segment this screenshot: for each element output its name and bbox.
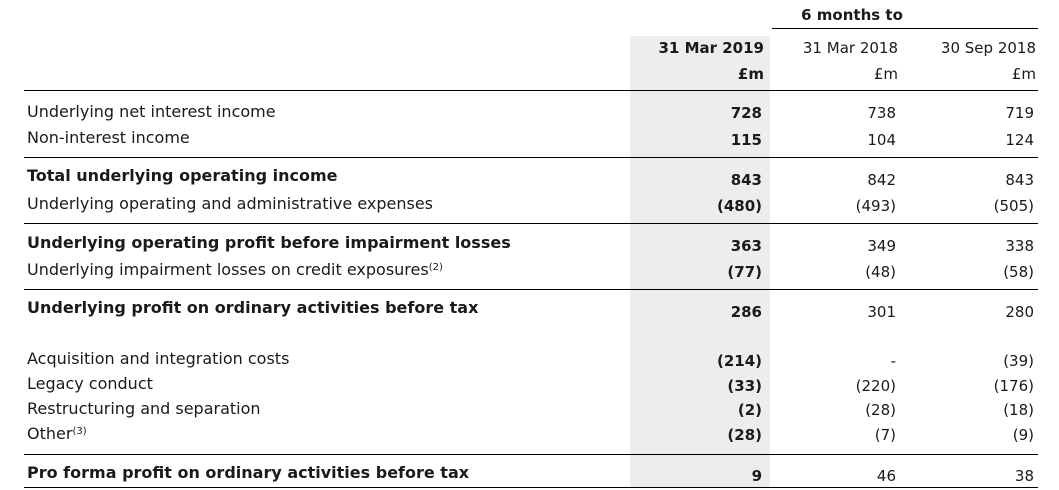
header-separator xyxy=(24,90,1038,91)
row-value: (48) xyxy=(865,263,896,281)
row-label-text: Other xyxy=(27,424,73,443)
row-value: 843 xyxy=(730,171,762,189)
row-value: 115 xyxy=(730,131,762,149)
row-value: (2) xyxy=(737,401,762,419)
row-value: (493) xyxy=(855,197,896,215)
row-value: 124 xyxy=(1005,131,1034,149)
row-value: 301 xyxy=(867,303,896,321)
row-value: (77) xyxy=(727,263,762,281)
row-label: Underlying operating profit before impairment losses xyxy=(27,233,511,252)
row-value: (28) xyxy=(727,426,762,444)
row-value: 338 xyxy=(1005,237,1034,255)
row-label: Restructuring and separation xyxy=(27,399,261,418)
table-bottom-border xyxy=(24,487,1038,488)
row-value: (33) xyxy=(727,377,762,395)
row-label xyxy=(27,260,443,279)
period-title-underline xyxy=(772,28,1038,29)
column-header-unit-1: £m xyxy=(737,65,764,83)
row-value: (18) xyxy=(1003,401,1034,419)
row-label: Non-interest income xyxy=(27,128,190,147)
footnote-marker: (2) xyxy=(428,262,443,273)
row-label: Underlying net interest income xyxy=(27,102,276,121)
row-label: Underlying operating and administrative expenses xyxy=(27,194,434,213)
row-value: 349 xyxy=(867,237,896,255)
row-value: 286 xyxy=(730,303,762,321)
column-header-date-2: 31 Mar 2018 xyxy=(802,39,898,57)
column-header-date-1: 31 Mar 2019 xyxy=(658,39,764,57)
row-value: (7) xyxy=(874,426,896,444)
row-value: 280 xyxy=(1005,303,1034,321)
row-label: Acquisition and integration costs xyxy=(27,349,290,368)
row-label: Underlying profit on ordinary activities before tax xyxy=(27,298,479,317)
row-label xyxy=(27,424,87,443)
column-header-unit-3: £m xyxy=(1011,65,1036,83)
row-value: 104 xyxy=(867,131,896,149)
row-value: 728 xyxy=(730,104,762,122)
row-value: (214) xyxy=(716,352,762,370)
row-separator xyxy=(24,454,1038,455)
row-separator xyxy=(24,223,1038,224)
row-label-text: Underlying impairment losses on credit exposures xyxy=(27,260,429,279)
row-value: (28) xyxy=(865,401,896,419)
row-label: Legacy conduct xyxy=(27,374,153,393)
row-value: (9) xyxy=(1012,426,1034,444)
row-value: 842 xyxy=(867,171,896,189)
row-separator xyxy=(24,157,1038,158)
row-value: 9 xyxy=(751,467,762,485)
row-label: Total underlying operating income xyxy=(27,166,338,185)
row-value: 363 xyxy=(730,237,762,255)
column-header-unit-2: £m xyxy=(873,65,898,83)
period-title: 6 months to xyxy=(801,6,903,24)
column-header-date-3: 30 Sep 2018 xyxy=(940,39,1036,57)
row-value: (480) xyxy=(716,197,762,215)
row-value: - xyxy=(890,352,896,370)
row-value: (176) xyxy=(993,377,1034,395)
row-value: (58) xyxy=(1003,263,1034,281)
row-value: 38 xyxy=(1014,467,1034,485)
row-value: (505) xyxy=(993,197,1034,215)
row-value: 719 xyxy=(1005,104,1034,122)
row-value: (39) xyxy=(1003,352,1034,370)
row-label: Pro forma profit on ordinary activities before tax xyxy=(27,463,470,482)
row-separator xyxy=(24,289,1038,290)
row-value: 843 xyxy=(1005,171,1034,189)
row-value: 46 xyxy=(876,467,896,485)
row-value: 738 xyxy=(867,104,896,122)
footnote-marker: (3) xyxy=(72,426,87,437)
row-value: (220) xyxy=(855,377,896,395)
